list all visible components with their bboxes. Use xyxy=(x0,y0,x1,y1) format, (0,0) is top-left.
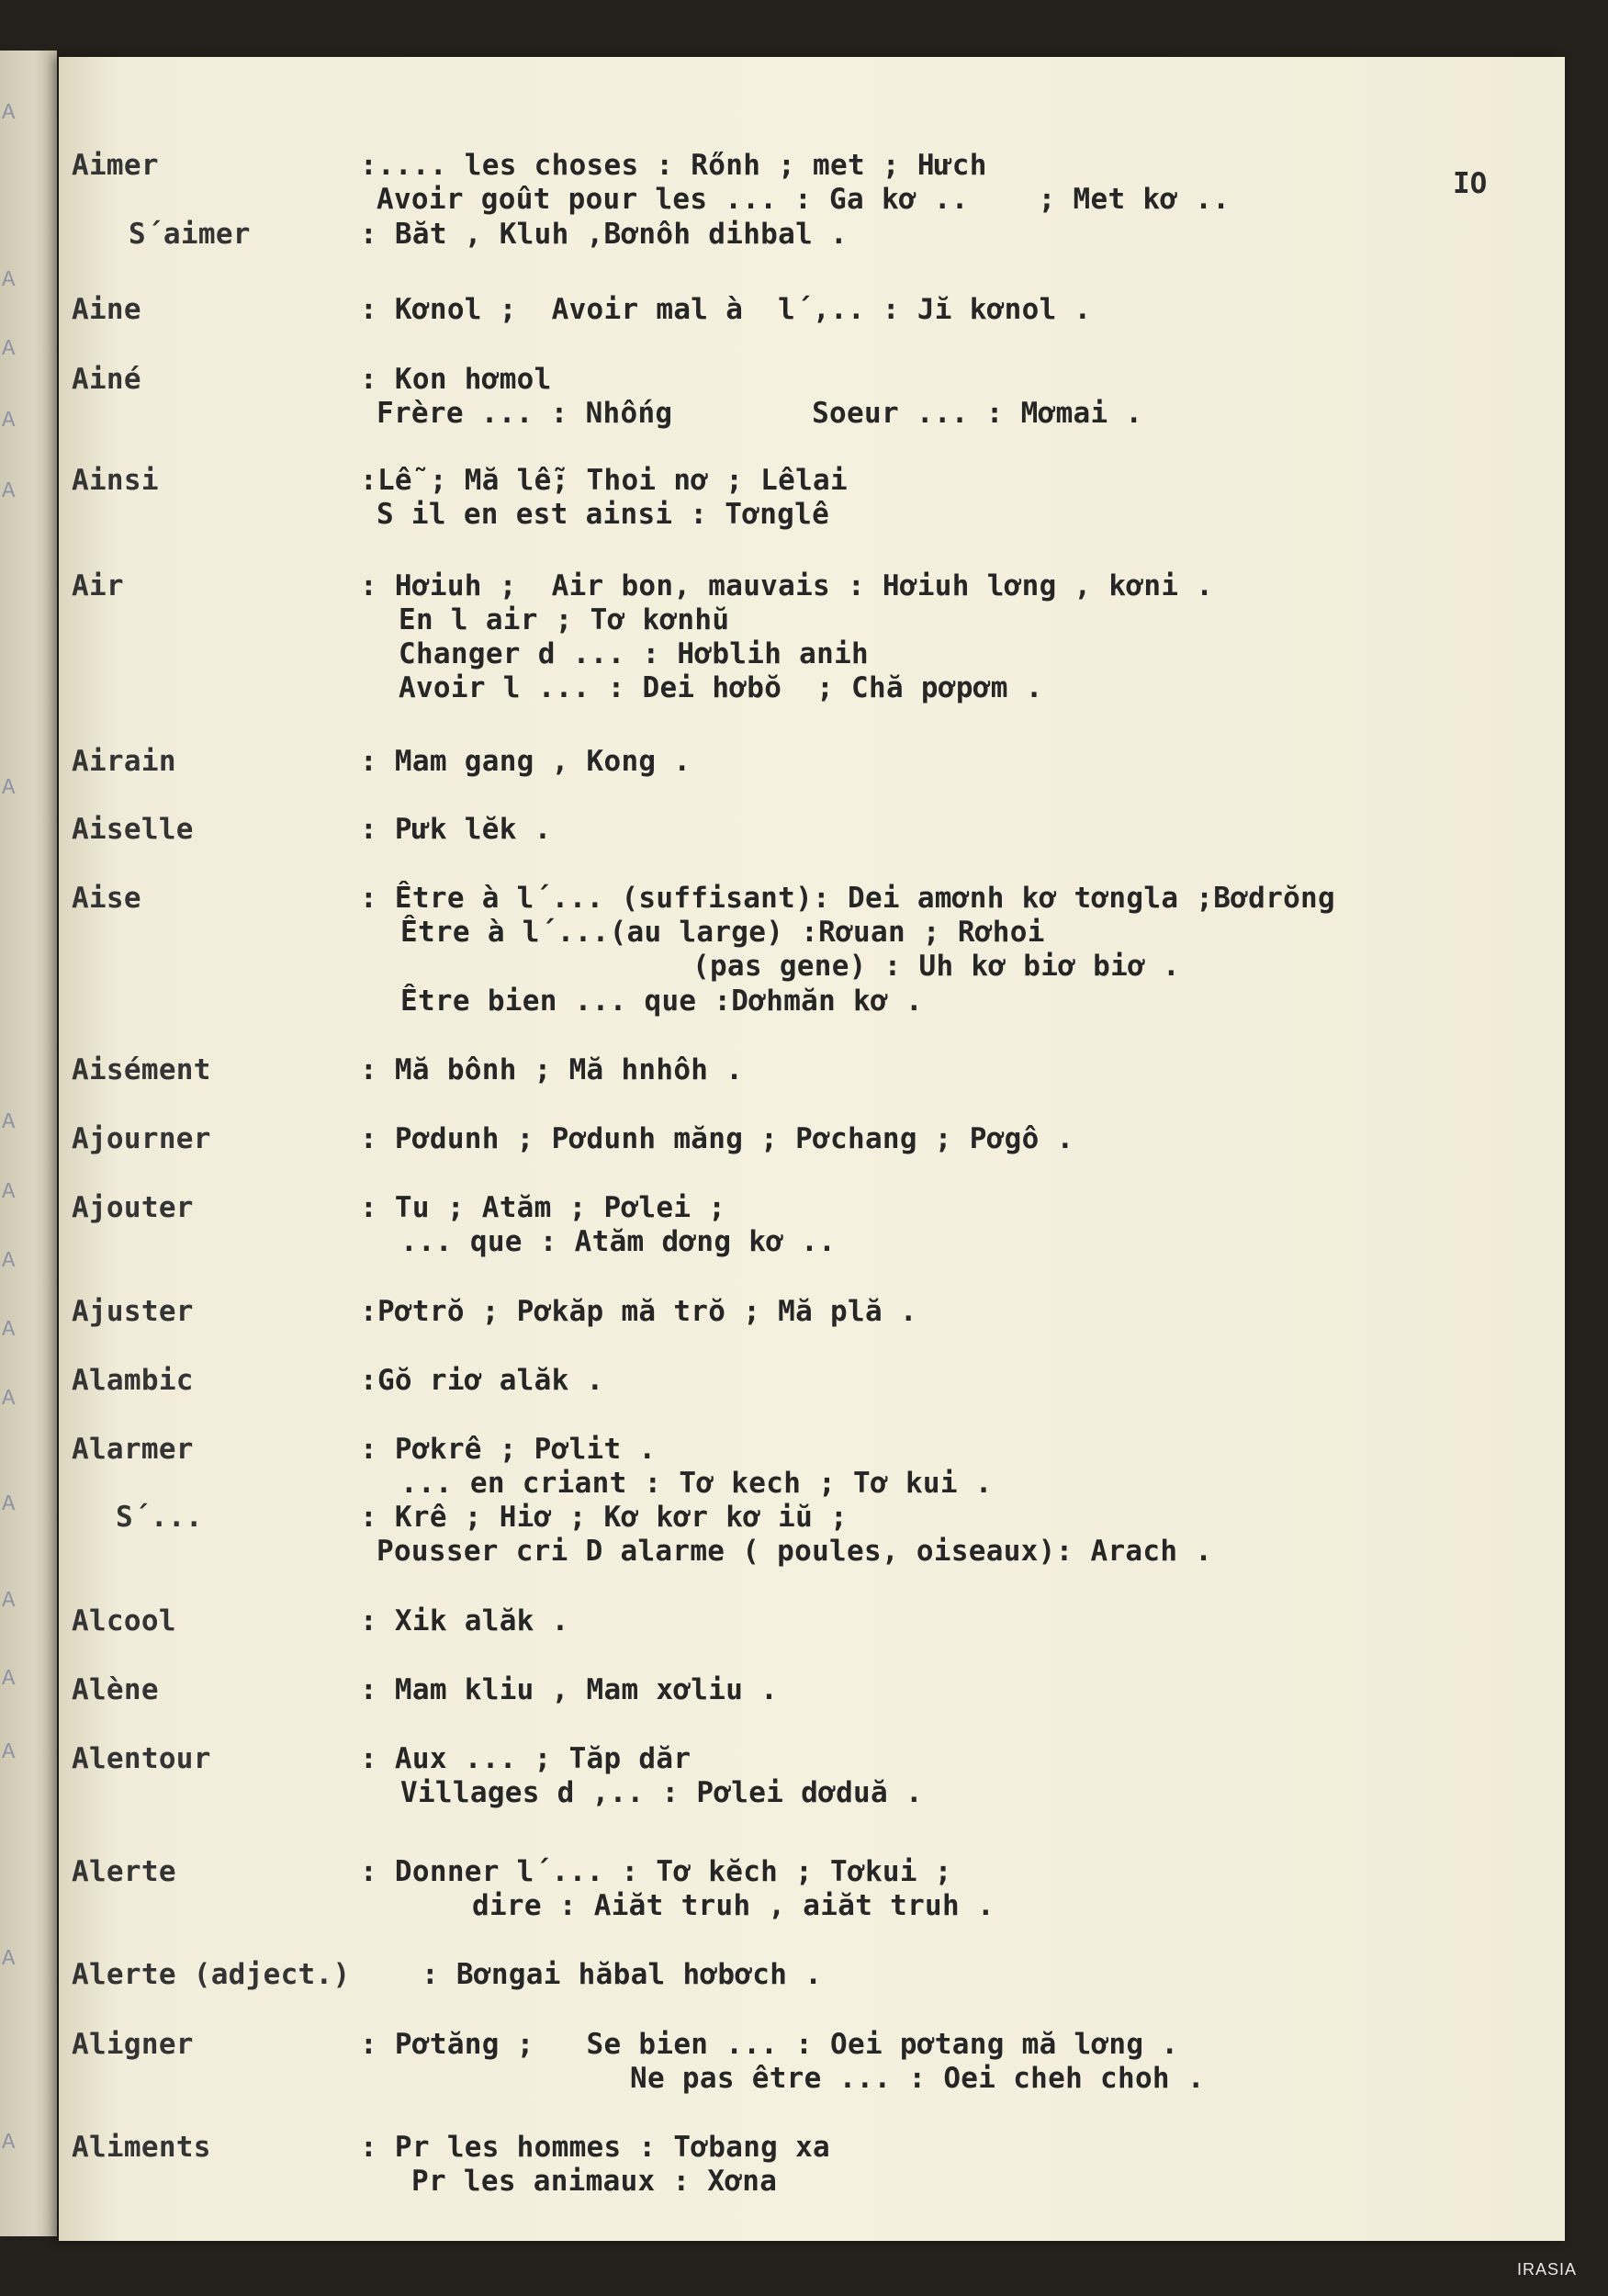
prev-page-letter: A xyxy=(2,479,16,504)
entry-definition: En l air ; Tơ kơnhŭ xyxy=(399,603,730,636)
prev-page-letter: A xyxy=(2,2131,16,2155)
entry-definition: :Gŏ riơ alăk . xyxy=(360,1364,604,1397)
entry-definition: : Pơkrê ; Pơlit . xyxy=(360,1433,657,1466)
entry-definition: Pr les animaux : Xơna xyxy=(411,2165,778,2198)
entry-definition: ... en criant : Tơ kech ; Tơ kui . xyxy=(400,1467,993,1500)
entry-definition: :Pơtrŏ ; Pơkăp mă trŏ ; Mă plă . xyxy=(360,1295,917,1328)
previous-page-edge xyxy=(0,51,57,2236)
entry-headword: Alentour xyxy=(72,1742,211,1775)
entry-definition: : Krê ; Hiơ ; Kơ kơr kơ iŭ ; xyxy=(360,1501,848,1534)
entry-definition: Frère ... : Nhống Soeur ... : Mơmai . xyxy=(377,397,1143,430)
entry-definition: : Pưk lĕk . xyxy=(360,813,552,846)
entry-headword: Aimer xyxy=(72,149,159,182)
prev-page-letter: A xyxy=(2,1249,16,1274)
entry-headword: Alerte (adject.) xyxy=(72,1958,351,1991)
prev-page-letter: A xyxy=(2,1947,16,1972)
entry-headword: S´aimer xyxy=(129,218,251,251)
entry-headword: S´... xyxy=(116,1501,203,1534)
entry-headword: Aligner xyxy=(72,2028,194,2061)
entry-definition: : Hơiuh ; Air bon, mauvais : Hơiuh lơng , kơni . xyxy=(360,569,1214,602)
page-number: IO xyxy=(1453,167,1488,200)
prev-page-letter: A xyxy=(2,268,16,293)
entry-headword: Alarmer xyxy=(72,1433,194,1466)
prev-page-letter: A xyxy=(2,1740,16,1765)
entry-definition: : Kơnol ; Avoir mal à l´,.. : Jĭ kơnol . xyxy=(360,293,1092,326)
entry-definition: Être à l´...(au large) :Rơuan ; Rơhoi xyxy=(400,916,1045,949)
entry-definition: : Kon hơmol xyxy=(360,363,552,396)
watermark: IRASIA xyxy=(1517,2260,1578,2279)
entry-headword: Ainé xyxy=(72,363,141,396)
entry-headword: Ainsi xyxy=(72,464,159,497)
entry-definition: :Lễ ; Mă lễ; Thoi nơ ; Lêlai xyxy=(360,464,848,497)
entry-headword: Aiselle xyxy=(72,813,194,846)
entry-definition: : Băt , Kluh ,Bơnôh dihbal . xyxy=(360,218,848,251)
prev-page-letter: A xyxy=(2,1492,16,1517)
entry-definition: : Tu ; Atăm ; Pơlei ; xyxy=(360,1191,726,1224)
prev-page-letter: A xyxy=(2,1589,16,1614)
entry-definition: Avoir goût pour les ... : Ga kơ .. ; Met kơ .. xyxy=(377,183,1231,216)
prev-page-letter: A xyxy=(2,1318,16,1343)
entry-definition: : Pơdunh ; Pơdunh măng ; Pơchang ; Pơgô . xyxy=(360,1122,1074,1155)
entry-definition: : Bơngai hăbal hơbơch . xyxy=(422,1958,823,1991)
entry-definition: Être bien ... que :Dơhmăn kơ . xyxy=(400,985,923,1018)
prev-page-letter: A xyxy=(2,1180,16,1205)
entry-definition: Pousser cri D alarme ( poules, oiseaux): Arach . xyxy=(377,1535,1213,1568)
entry-definition: : Mă bônh ; Mă hnhôh . xyxy=(360,1053,744,1086)
entry-definition: ... que : Atăm dơng kơ .. xyxy=(400,1225,837,1258)
entry-definition: Changer d ... : Hơblih anih xyxy=(399,637,870,670)
entry-headword: Alcool xyxy=(72,1604,176,1638)
entry-headword: Aise xyxy=(72,882,141,915)
entry-headword: Aisément xyxy=(72,1053,211,1086)
entry-headword: Ajuster xyxy=(72,1295,194,1328)
entry-definition: : Mam kliu , Mam xơliu . xyxy=(360,1673,779,1706)
entry-headword: Air xyxy=(72,569,124,602)
entry-headword: Airain xyxy=(72,745,176,778)
entry-definition: Ne pas être ... : Oei cheh choh . xyxy=(630,2062,1205,2095)
entry-definition: : Xik alăk . xyxy=(360,1604,569,1638)
entry-headword: Alerte xyxy=(72,1855,176,1888)
entry-headword: Alambic xyxy=(72,1364,194,1397)
entry-definition: : Mam gang , Kong . xyxy=(360,745,692,778)
dictionary-page xyxy=(59,57,1565,2241)
prev-page-letter: A xyxy=(2,1110,16,1135)
entry-definition: : Pơtăng ; Se bien ... : Oei pơtang mă lơng . xyxy=(360,2028,1179,2061)
entry-definition: :.... les choses : Rőnh ; met ; Hưch xyxy=(360,149,987,182)
entry-definition: : Pr les hommes : Tơbang xa xyxy=(360,2131,831,2164)
entry-headword: Alène xyxy=(72,1673,159,1706)
entry-definition: : Être à l´... (suffisant): Dei amơnh kơ tơngla ;Bơdrŏng xyxy=(360,882,1335,915)
entry-definition: (pas gene) : Uh kơ biơ biơ . xyxy=(692,950,1180,983)
entry-headword: Ajourner xyxy=(72,1122,211,1155)
entry-definition: Avoir l ... : Dei hơbŏ ; Chă pơpơm . xyxy=(399,671,1043,704)
entry-headword: Aliments xyxy=(72,2131,211,2164)
prev-page-letter: A xyxy=(2,409,16,433)
entry-definition: Villages d ,.. : Pơlei dơduă . xyxy=(400,1776,923,1809)
prev-page-letter: A xyxy=(2,1387,16,1412)
prev-page-letter: A xyxy=(2,337,16,362)
entry-headword: Ajouter xyxy=(72,1191,194,1224)
entry-definition: dire : Aiăt truh , aiăt truh . xyxy=(472,1889,995,1922)
entry-definition: : Aux ... ; Tăp dăr xyxy=(360,1742,692,1775)
prev-page-letter: A xyxy=(2,101,16,126)
prev-page-letter: A xyxy=(2,1667,16,1692)
entry-definition: S il en est ainsi : Tơnglê xyxy=(377,498,830,531)
entry-headword: Aine xyxy=(72,293,141,326)
prev-page-letter: A xyxy=(2,776,16,801)
entry-definition: : Donner l´... : Tơ kĕch ; Tơkui ; xyxy=(360,1855,952,1888)
